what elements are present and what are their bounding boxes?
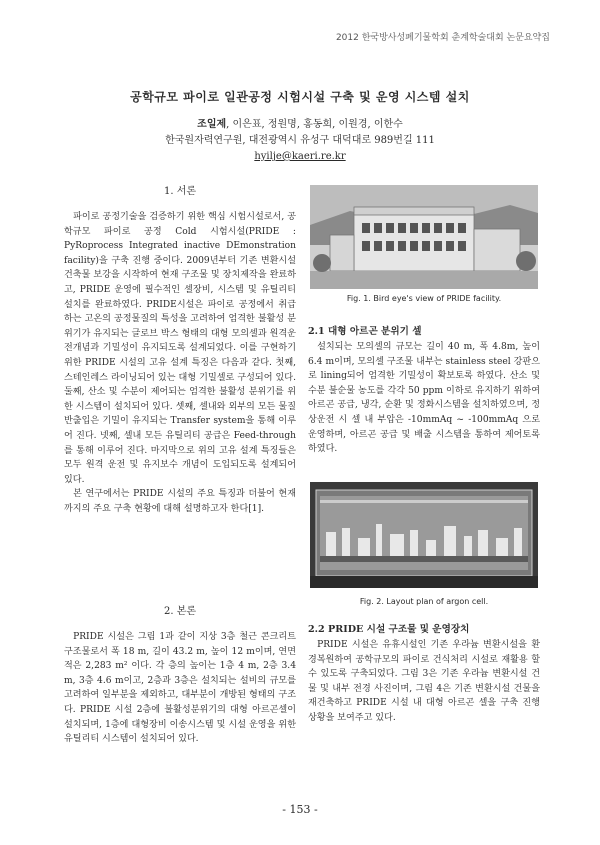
body-text xyxy=(64,630,296,747)
subsection-2-2-text xyxy=(308,638,540,726)
body-heading: 2. 본론 xyxy=(163,606,197,617)
figure-2-caption: Fig. 2. Layout plan of argon cell. xyxy=(359,597,489,606)
subsection-2-2-heading: 2.2 PRIDE 시설 구조물 및 운영장치 xyxy=(308,624,470,635)
argon-cell-layout-image xyxy=(310,482,538,588)
subsection-2-1-heading: 2.1 대형 아르곤 분위기 셀 xyxy=(308,326,422,337)
subsection-2-1-text xyxy=(308,340,540,457)
running-header: 2012 한국방사성폐기물학회 춘계학술대회 논문요약집 xyxy=(335,33,550,43)
figure-2-layout xyxy=(310,482,538,588)
figure-1-photo xyxy=(310,185,538,289)
body-paragraph-1: PRIDE 시설은 그림 1과 같이 지상 3층 철근 콘크리트 구조물로서 폭 18 m, 길이 43.2 m, 높이 12 m이며, 연면적은 2,283 m² 이다. 각 층의 높이는 1층 4 m, 2층 3.4 m, 3층 4.6 m이고, 2층과 3층은 설치되는 설비의 규모를 고려하여 일부분을 제외하고, 대부분이 개방된 형태의 구조다. PRIDE 시설 2층에 불활성분위기의 대형 아르곤셀이 설치되며, 1층에 대형장비 이송시스템 및 시설 운영을 위한 유틸리티 시스템이 설치되어 있다. xyxy=(64,632,296,745)
intro-paragraph-2: 본 연구에서는 PRIDE 시설의 주요 특징과 더불어 현재까지의 주요 구축 현황에 대해 설명하고자 한다[1]. xyxy=(64,489,296,514)
author-email[interactable]: hyilje@kaeri.re.kr xyxy=(254,151,346,162)
subsection-2-2-paragraph: PRIDE 시설은 유휴시설인 기존 우라늄 변환시설을 환경복원하여 공학규모의 파이로 건식처리 시설로 재활용 할 수 있도록 구축되었다. 그림 3은 기존 우라늄 변환시설 건물 및 내부 전경 사진이며, 그림 4은 기존 변환시설 건물을 재건축하고 PRIDE 시설 내 대형 아르곤 셀을 구축 진행 상황을 보여주고 있다. xyxy=(308,640,540,723)
subsection-2-1-paragraph: 설치되는 모의셀의 규모는 길이 40 m, 폭 4.8m, 높이 6.4 m이며, 모의셀 구조물 내부는 stainless steel 강판으로 lining되어 엄격한 기밀성이 확보토록 하였다. 산소 및 수분 불순물 농도를 각각 50 ppm 이하로 유지하기 위하여 아르곤 공급, 냉각, 순환 및 정화시스템을 설치하였으며, 정상운전 시 셀 내 부압은 -10mmAq ~ -100mmAq 으로 운영하며, 아르곤 공급 및 배출 시스템을 통하여 제어토록 하였다. xyxy=(308,342,540,455)
co-authors: , 이은표, 정원명, 홍동희, 이원경, 이한수 xyxy=(226,119,403,130)
intro-text xyxy=(64,210,296,516)
page-number: - 153 - xyxy=(282,803,318,816)
paper-title: 공학규모 파이로 일관공정 시험시설 구축 및 운영 시스템 설치 xyxy=(130,90,470,104)
facility-photo-image xyxy=(310,185,538,289)
intro-paragraph-1: 파이로 공정기술을 검증하기 위한 핵심 시험시설로서, 공학규모 파이로 공정 Cold 시험시설(PRIDE : PyRoprocess Integrated inactive DEmonstration facility)을 구축 진행 중이다. 2009년부터 기존 변환시설 건축물 보강을 시작하여 현재 구조물 및 장치제작을 완료하고, PRIDE 운영에 필수적인 셀장비, 시스템 및 유틸리티 설치를 완료하였다. PRIDE시설은 파이로 공정에서 취급하는 고온의 공정물질의 특성을 고려하여 엄격한 불활성 분위기가 유지되는 글로브 박스 형태의 대형 모의셀과 원격운전개념과 기밀성이 유지되도록 설계되었다. 이를 구현하기 위한 PRIDE 시설의 고유 설계 특징은 다음과 같다. 첫째, 스테인레스 라이닝되어 있는 대형 기밀셀로 구성되어 있다. 둘째, 산소 및 수분이 제어되는 엄격한 불활성 분위기를 위한 시스템이 설치되어 있다. 셋째, 셀내와 외부의 모든 물질 반출입은 기밀이 유지되는 Transfer system을 통해 이루어 진다. 넷째, 셀내 모든 유틸리티 공급은 Feed-through를 통해 이루어 진다. 마지막으로 위의 고유 설계 특징들은 모두 원격 운전 및 유지보수 개념이 도입되도록 설계되어 있다. xyxy=(64,212,296,485)
author-block xyxy=(0,117,600,165)
author-list xyxy=(0,117,600,133)
affiliation: 한국원자력연구원, 대전광역시 유성구 대덕대로 989번길 111 xyxy=(165,135,435,146)
intro-heading: 1. 서론 xyxy=(163,186,197,197)
lead-author: 조일제 xyxy=(197,119,227,130)
figure-1-caption: Fig. 1. Bird eye's view of PRIDE facility. xyxy=(346,294,502,303)
